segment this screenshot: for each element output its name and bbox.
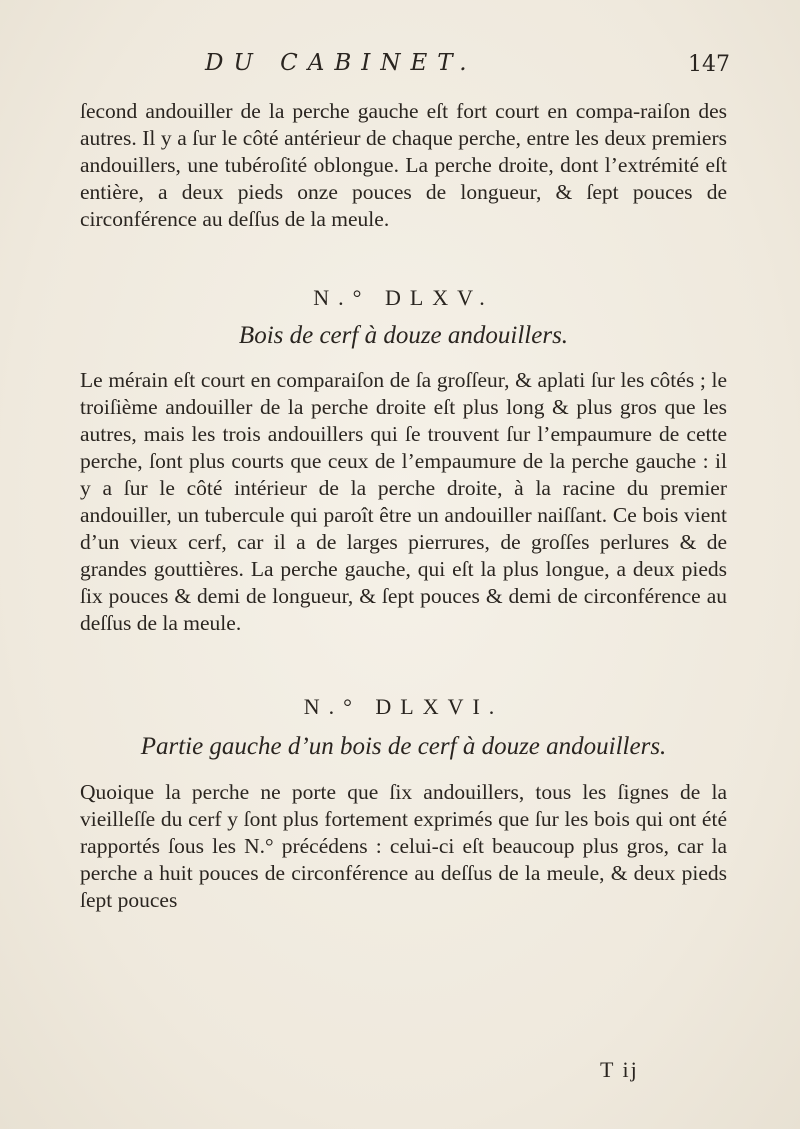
page-header [205, 46, 730, 86]
entry-title-dlxvi: Partie gauche d’un bois de cerf à douze andouillers. [140, 733, 667, 760]
entry-number-dlxvi: N.° DLXVI. [303, 694, 504, 719]
paragraph-continuation: ſecond andouiller de la perche gauche eſt fort court en compa-raiſon des autres. Il y a ſur le côté antérieur de chaque perche, entre les deux premiers andouillers, une tubéroſité oblongue. La perche droite, dont l’extrémité eſt entière, a deux pieds onze pouces de longueur, & ſept pouces de circonférence au deſſus de la meule. [80, 99, 727, 231]
entry-title-dlxv: Bois de cerf à douze andouillers. [238, 322, 569, 349]
paragraph-dlxvi: Quoique la perche ne porte que ſix andouillers, tous les ſignes de la vieilleſſe du cerf y ſont plus fortement exprimés que ſur les bois qui ont été rapportés ſous les N.° précédens : celui-ci eſt beaucoup plus gros, car la perche a huit pouces de circonférence au deſſus de la meule, & deux pieds ſept pouces [80, 780, 727, 912]
page-number: 147 [688, 52, 730, 77]
entry-number-dlxv: N.° DLXV. [313, 285, 494, 310]
running-title: DU CABINET. [205, 50, 477, 76]
paragraph-dlxv: Le mérain eſt court en comparaiſon de ſa groſſeur, & aplati ſur les côtés ; le troiſième andouiller de la perche droite eſt plus long & plus gros que les autres, mais les trois andouillers qui ſe trouvent ſur l’empaumure de cette perche, ſont plus courts que ceux de l’empaumure de la perche gauche : il y a ſur le côté intérieur de la perche droite, à la racine du premier andouiller, un tubercule qui paroît être un andouiller naiſſant. Ce bois vient d’un vieux cerf, car il a de larges pierrures, de groſſes perlures & de grandes gouttières. La perche gauche, qui eſt la plus longue, a deux pieds ſix pouces & demi de longueur, & ſept pouces & demi de circonférence au deſſus de la meule. [80, 368, 727, 635]
signature-mark: T ij [600, 1057, 639, 1082]
